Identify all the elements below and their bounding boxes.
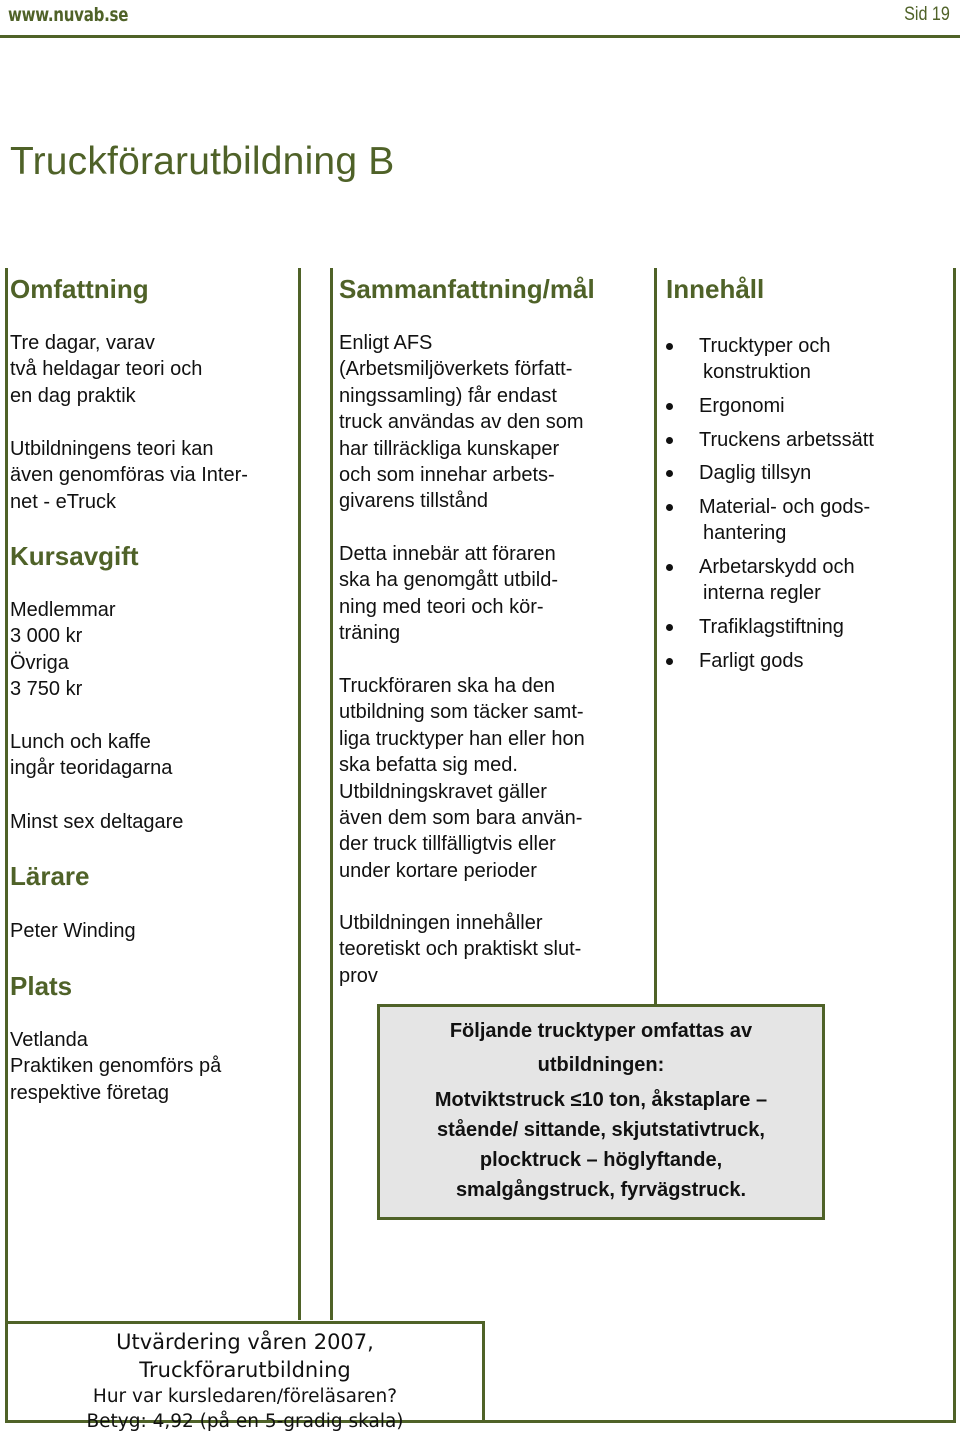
kursavgift-min-participants [10,809,290,835]
text-line: två heldagar teori och [10,358,203,381]
text-line: givarens tillstånd [339,490,488,513]
heading-kursavgift: Kursavgift [10,541,139,571]
text-line: ska befatta sig med. [339,754,518,777]
bullet-icon [666,624,673,631]
column-divider-middle-right [654,268,657,1012]
text-line: Arbetarskydd och [699,555,855,578]
bullet-icon [666,470,673,477]
text-line: konstruktion [703,361,811,383]
bullet-icon [666,403,673,410]
text-line: Detta innebär att föraren [339,543,556,565]
text-line: Vetlanda [10,1029,88,1051]
column-plats [10,971,290,1002]
text-line: utbildningen: [537,1054,665,1076]
evaluation-title: Utvärdering våren 2007, Truckförarutbildning [116,1330,374,1382]
text-line: 3 000 kr [10,625,83,648]
heading-plats: Plats [10,971,73,1001]
evaluation-rating: Betyg: 4,92 (på en 5-gradig skala) [86,1411,404,1432]
frame-bottom-edge [485,1420,956,1423]
omfattning-text-2 [10,436,290,515]
text-line: Medlemmar [10,599,116,621]
text-line: ning med teori och kör- [339,595,544,618]
callout-intro [380,1007,822,1082]
text-line: Peter Winding [10,920,136,942]
site-url-link[interactable]: www.nuvab.se [8,4,129,26]
text-line: (Arbetsmiljöverkets författ- [339,358,573,381]
text-line: ningssamling) får endast [339,384,557,407]
heading-larare: Lärare [10,861,90,891]
text-line: Tre dagar, varav [10,332,155,354]
text-line: hantering [703,522,787,545]
evaluation-question: Hur var kursledaren/föreläsaren? [92,1386,398,1407]
text-line: respektive företag [10,1081,169,1104]
column-larare [10,861,290,892]
text-line: Material- och gods- [699,496,871,519]
column-omfattning [10,274,290,305]
kursavgift-lunch [10,729,290,782]
text-line: Motviktstruck ≤10 ton, åkstaplare – [434,1089,768,1111]
bullet-icon [666,343,673,350]
text-line: Minst sex deltagare [10,811,184,833]
text-line: stående/ sittande, skjutstativtruck, [437,1119,765,1141]
text-line: net - eTruck [10,490,116,513]
sammanfattning-para-1 [339,330,639,515]
text-line: har tillräckliga kunskaper [339,437,560,460]
text-line: Övriga [10,651,69,674]
text-line: ska ha genomgått utbild- [339,569,559,592]
text-line: Truckens arbetssätt [699,428,874,451]
kursavgift-prices [10,597,290,703]
text-line: ingår teoridagarna [10,757,173,780]
text-line: Följande trucktyper omfattas av [449,1020,753,1042]
page-number: Sid 19 [904,4,950,25]
callout-truck-types [380,1085,822,1205]
plats-text [10,1027,290,1106]
list-item [666,427,956,453]
text-line: Farligt gods [699,649,804,672]
bullet-icon [666,564,673,571]
text-line: Enligt AFS [339,332,433,354]
list-item [666,614,956,640]
bullet-icon [666,658,673,665]
text-line: Trafiklagstiftning [699,615,844,638]
text-line: Utbildningskravet gäller [339,780,547,803]
text-line: der truck tillfälligtvis eller [339,833,556,856]
column-divider-left [298,268,301,1320]
frame-left-edge [5,268,8,1322]
sammanfattning-para-2 [339,541,639,647]
text-line: och som innehar arbets- [339,464,555,487]
column-kursavgift [10,541,290,572]
list-item [666,494,956,546]
innehall-list-container [666,333,956,681]
text-line: teoretiskt och praktiskt slut- [339,938,582,961]
text-line: även dem som bara använ- [339,807,583,830]
text-line: 3 750 kr [10,678,83,701]
sammanfattning-para-4 [339,910,639,989]
larare-text [10,918,290,944]
text-line: under kortare perioder [339,859,537,882]
text-line: även genomföras via Inter- [10,464,248,487]
text-line: interna regler [703,581,821,604]
page-title: Truckförarutbildning B [10,140,395,183]
text-line: Truckföraren ska ha den [339,675,556,697]
text-line: träning [339,622,401,645]
bullet-icon [666,437,673,444]
text-line: Daglig tillsyn [699,462,812,485]
innehall-list [666,333,956,674]
list-item [666,460,956,486]
text-line: utbildning som täcker samt- [339,701,584,724]
heading-omfattning: Omfattning [10,274,149,304]
sammanfattning-para-3 [339,673,639,884]
text-line: smalgångstruck, fyrvägstruck. [455,1179,747,1201]
text-line: en dag praktik [10,384,136,407]
column-innehall [666,274,956,305]
list-item [666,393,956,419]
heading-sammanfattning: Sammanfattning/mål [339,274,595,304]
omfattning-text-1 [10,330,290,409]
text-line: Utbildningen innehåller [339,912,543,934]
text-line: plocktruck – höglyftande, [479,1149,723,1171]
text-line: Utbildningens teori kan [10,438,214,460]
truck-types-callout [377,1004,825,1220]
text-line: Ergonomi [699,394,785,417]
column-sammanfattning [339,274,639,305]
evaluation-box [5,1321,485,1432]
list-item [666,648,956,674]
text-line: prov [339,964,378,987]
bullet-icon [666,504,673,511]
header-divider [0,35,960,38]
list-item [666,333,956,385]
text-line: Lunch och kaffe [10,731,151,753]
column-divider-middle-left [330,268,333,1320]
text-line: Praktiken genomförs på [10,1055,222,1078]
text-line: Trucktyper och [699,335,831,357]
list-item [666,554,956,606]
text-line: liga trucktyper han eller hon [339,727,585,750]
text-line: truck användas av den som [339,411,584,434]
heading-innehall: Innehåll [666,274,765,304]
